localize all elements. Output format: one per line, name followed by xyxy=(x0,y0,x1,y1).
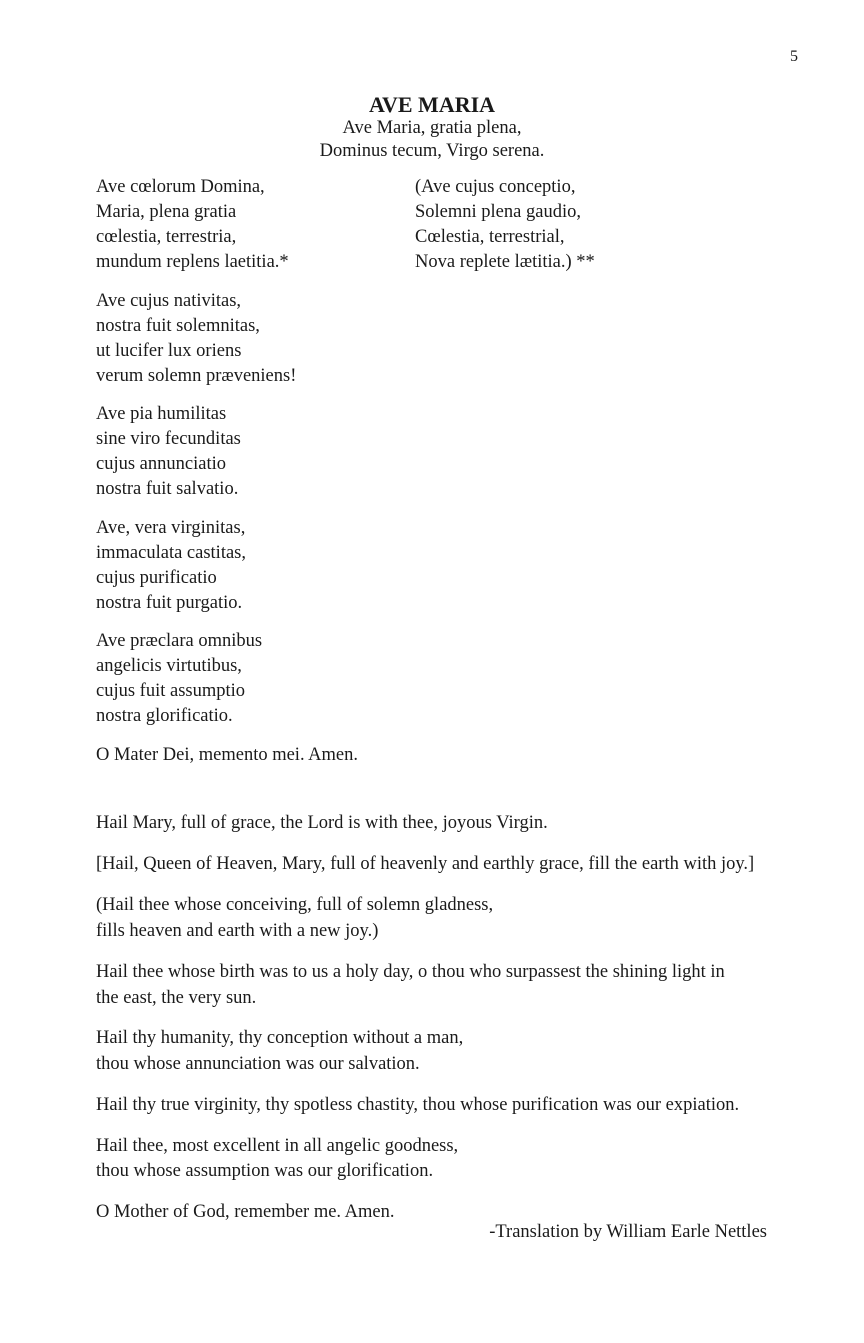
verse-line: thou whose annunciation was our salvation. xyxy=(96,1053,420,1074)
verse-line: nostra fuit purgatio. xyxy=(96,592,243,613)
stanza xyxy=(96,743,358,768)
verse-line: Ave præclara omnibus xyxy=(96,631,263,651)
verse-line: Solemni plena gaudio, xyxy=(415,202,581,222)
verse-line: mundum replens laetitia.* xyxy=(96,252,289,272)
stanza xyxy=(96,175,358,275)
verse-line: verum solemn præveniens! xyxy=(96,365,297,386)
page-number: 5 xyxy=(790,48,798,65)
verse-line: Ave cujus nativitas, xyxy=(96,290,242,311)
verse-line: O Mater Dei, memento mei. Amen. xyxy=(96,744,359,765)
stanza xyxy=(96,1134,754,1185)
stanza xyxy=(96,893,754,944)
verse-line: Nova replete lætitia.) ** xyxy=(415,252,595,272)
page-title: AVE MARIA xyxy=(368,92,496,117)
verse-line: sine viro fecunditas xyxy=(96,429,241,449)
verse-line: the east, the very sun. xyxy=(96,987,257,1008)
verse-line: angelicis virtutibus, xyxy=(96,656,242,676)
verse-line: cujus fuit assumptio xyxy=(96,681,246,701)
verse-line: Hail thy humanity, thy conception without a man, xyxy=(96,1028,464,1048)
stanza xyxy=(96,629,358,729)
verse-line: Hail thee whose birth was to us a holy day, o thou who surpassest the shining light in xyxy=(96,962,725,982)
verse-line: nostra fuit salvatio. xyxy=(96,479,239,499)
verse-line: nostra glorificatio. xyxy=(96,706,233,726)
verse-line: Hail Mary, full of grace, the Lord is with thee, joyous Virgin. xyxy=(96,813,548,833)
stanza xyxy=(96,402,358,502)
latin-right-column xyxy=(415,175,595,275)
verse-line: immaculata castitas, xyxy=(96,542,246,563)
stanza xyxy=(96,960,754,1011)
stanza xyxy=(96,516,358,616)
verse-line: cujus annunciatio xyxy=(96,454,226,474)
verse-line: Cœlestia, terrestrial, xyxy=(415,227,565,247)
verse-line: cœlestia, terrestria, xyxy=(96,227,237,247)
verse-line: nostra fuit solemnitas, xyxy=(96,315,260,336)
verse-line: ut lucifer lux oriens xyxy=(96,340,242,361)
stanza xyxy=(96,852,754,878)
latin-left-column xyxy=(96,175,358,781)
translation-credit: -Translation by William Earle Nettles xyxy=(489,1222,767,1242)
verse-line: Hail thy true virginity, thy spotless chastity, thou whose purification was our expiation. xyxy=(96,1095,740,1115)
verse-line: Ave pia humilitas xyxy=(96,404,227,424)
stanza xyxy=(96,811,754,837)
verse-line: Maria, plena gratia xyxy=(96,202,237,222)
subtitle-line: Dominus tecum, Virgo serena. xyxy=(319,141,545,161)
verse-line: cujus purificatio xyxy=(96,567,217,588)
subtitle-line: Ave Maria, gratia plena, xyxy=(342,118,522,138)
verse-line: Hail thee, most excellent in all angelic goodness, xyxy=(96,1135,459,1156)
verse-line: [Hail, Queen of Heaven, Mary, full of heavenly and earthly grace, fill the earth with joy.] xyxy=(96,853,755,874)
english-translation xyxy=(96,811,754,1225)
verse-line: O Mother of God, remember me. Amen. xyxy=(96,1201,395,1222)
stanza xyxy=(96,1093,754,1119)
verse-line: thou whose assumption was our glorification. xyxy=(96,1161,434,1181)
verse-line: Ave, vera virginitas, xyxy=(96,517,246,538)
verse-line: fills heaven and earth with a new joy.) xyxy=(96,920,379,941)
verse-line: Ave cœlorum Domina, xyxy=(96,177,265,197)
verse-line: (Ave cujus conceptio, xyxy=(415,177,576,197)
stanza xyxy=(96,1026,754,1077)
verse-line: (Hail thee whose conceiving, full of solemn gladness, xyxy=(96,895,494,915)
stanza xyxy=(96,289,358,389)
